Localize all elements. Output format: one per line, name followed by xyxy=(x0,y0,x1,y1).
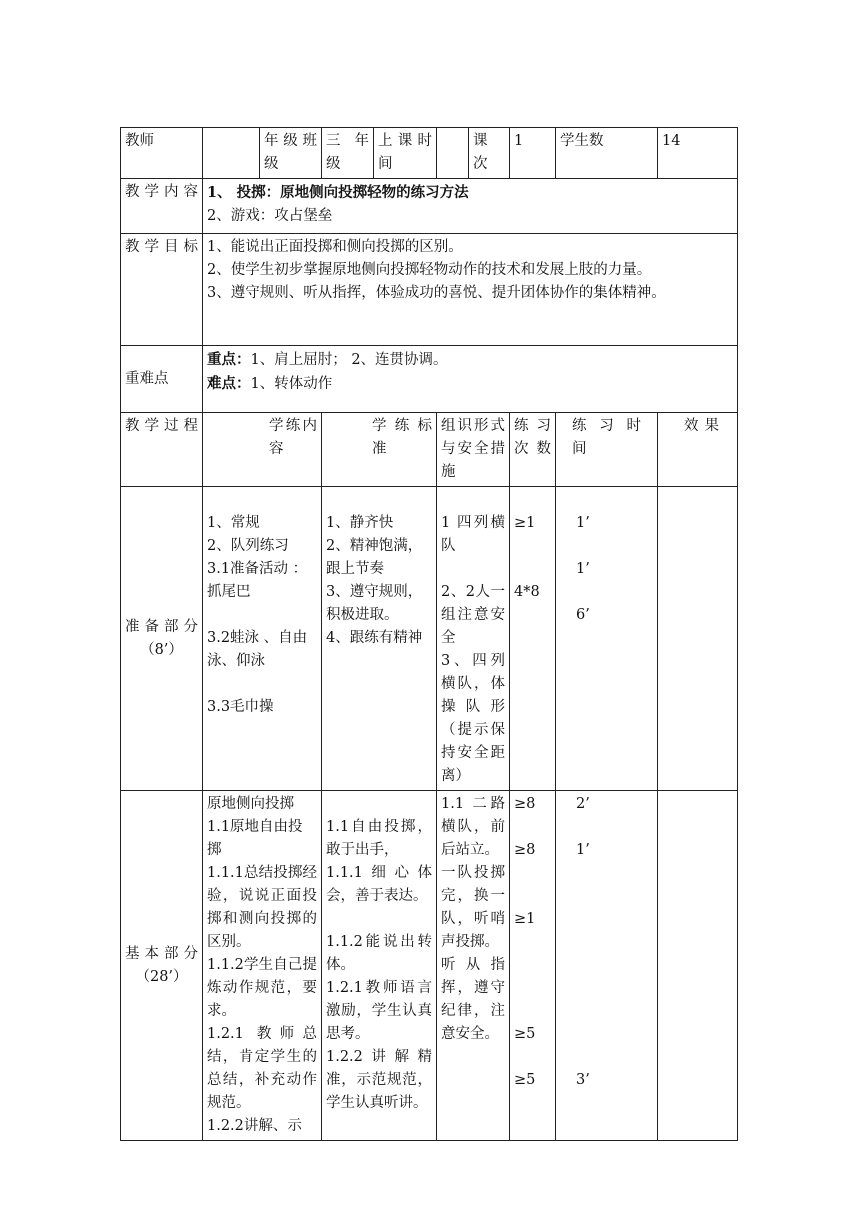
prep-standard-cell xyxy=(322,487,437,791)
basic-content-6: 1.2.2讲解、示 xyxy=(207,1118,302,1134)
basic-time-3: 3’ xyxy=(576,1072,590,1088)
prep-time-1: 1’ xyxy=(576,515,590,531)
prep-org-3: 3、四列横队，体操队形（提示保持安全距离） xyxy=(441,653,505,784)
time-label: 上 课 时间 xyxy=(374,128,437,179)
prep-count-2: 4*8 xyxy=(514,584,540,600)
basic-stage-cell xyxy=(121,791,203,1141)
content-item-2: 2、游戏：攻占堡垒 xyxy=(207,208,333,224)
prep-standard-3: 3、遵守规则，积极进取。 xyxy=(326,584,423,623)
content-row xyxy=(121,179,738,234)
teacher-label: 教师 xyxy=(121,128,203,179)
basic-org-2: 一队投掷完，换一队，听哨声投掷。 xyxy=(441,865,505,950)
goal-item-3: 3、遵守规则、听从指挥，体验成功的喜悦、提升团体协作的集体精神。 xyxy=(207,285,666,301)
prep-duration: （8’） xyxy=(140,641,183,658)
basic-content-4: 1.1.2学生自己提炼动作规范，要求。 xyxy=(207,957,317,1019)
prep-count-cell xyxy=(510,487,556,791)
basic-standard-1: 1.1自由投掷，敢于出手， xyxy=(326,819,432,858)
grade-value: 三 年 级 xyxy=(322,128,374,179)
goals-row xyxy=(121,234,738,346)
prep-content-3: 3.1准备活动 ：抓尾巴 xyxy=(207,561,308,600)
basic-org-3: 听从指挥，遵守纪律，注意安全。 xyxy=(441,957,505,1042)
process-col-count: 练 习 次数 xyxy=(510,413,556,487)
prep-count-1: ≥1 xyxy=(514,515,536,531)
basic-content-cell xyxy=(203,791,322,1141)
prep-content-2: 2、队列练习 xyxy=(207,538,289,554)
process-col-org: 组识形式与安全措施 xyxy=(437,413,510,487)
basic-content-5: 1.2.1 教师总结，肯定学生的总结，补充动作规范。 xyxy=(207,1026,317,1111)
basic-count-cell xyxy=(510,791,556,1141)
key-cell xyxy=(203,346,738,413)
basic-time-2: 1’ xyxy=(576,842,590,858)
process-col-stage: 教 学 过 程 xyxy=(121,413,203,487)
basic-org-1: 1.1 二路横队，前后站立。 xyxy=(441,796,505,858)
basic-count-1: ≥8 xyxy=(514,796,536,812)
prep-standard-2: 2、精神饱满，跟上节奏 xyxy=(326,538,423,577)
basic-standard-3: 1.1.2能说出转体。 xyxy=(326,934,432,973)
basic-row xyxy=(121,791,738,1141)
prep-effect-cell xyxy=(658,487,738,791)
basic-standard-5: 1.2.2讲解精准，示范规范，学生认真听讲。 xyxy=(326,1049,432,1111)
key-label: 重难点 xyxy=(121,346,203,413)
content-item-1: 1、 投掷：原地侧向投掷轻物的练习方法 xyxy=(207,184,469,201)
prep-row xyxy=(121,487,738,791)
process-col-standard: 学 练 标 准 xyxy=(322,413,437,487)
goal-item-2: 2、使学生初步掌握原地侧向投掷轻物动作的技术和发展上肢的力量。 xyxy=(207,262,652,278)
basic-content-2: 1.1原地自由投掷 xyxy=(207,819,303,858)
basic-effect-cell xyxy=(658,791,738,1141)
basic-count-2: ≥8 xyxy=(514,842,536,858)
lesson-label: 课 次 xyxy=(469,128,510,179)
process-header-row xyxy=(121,413,738,487)
process-col-effect: 效 果 xyxy=(658,413,738,487)
basic-time-cell xyxy=(556,791,658,1141)
prep-content-1: 1、常规 xyxy=(207,515,260,531)
basic-standard-cell xyxy=(322,791,437,1141)
prep-org-2: 2、2人一组注意安全 xyxy=(441,584,505,646)
goal-item-1: 1、能说出正面投掷和侧向投掷的区别。 xyxy=(207,239,463,255)
grade-label: 年 级 班级 xyxy=(260,128,322,179)
time-value xyxy=(437,128,469,179)
prep-time-cell xyxy=(556,487,658,791)
basic-count-3: ≥1 xyxy=(514,911,536,927)
basic-duration: （28’） xyxy=(135,968,188,985)
prep-time-3: 6’ xyxy=(576,607,590,623)
prep-label: 准 备 部 分 xyxy=(125,618,198,635)
basic-time-1: 2’ xyxy=(576,796,590,812)
lesson-plan-table xyxy=(120,127,738,1141)
goals-cell xyxy=(203,234,738,346)
process-col-content: 学练内容 xyxy=(203,413,322,487)
prep-content-cell xyxy=(203,487,322,791)
key-point: 重点：1、肩上屈肘； 2、连贯协调。 xyxy=(207,351,448,368)
teacher-value xyxy=(203,128,260,179)
prep-org-1: 1 四列横队 xyxy=(441,515,505,554)
basic-content-3: 1.1.1总结投掷经验，说说正面投掷和测向投掷的区别。 xyxy=(207,865,317,950)
hard-point: 难点：1、转体动作 xyxy=(207,375,333,392)
basic-standard-2: 1.1.1细心体会，善于表达。 xyxy=(326,865,432,904)
basic-org-cell xyxy=(437,791,510,1141)
prep-standard-1: 1、静齐快 xyxy=(326,515,394,531)
key-row xyxy=(121,346,738,413)
basic-count-5: ≥5 xyxy=(514,1072,536,1088)
content-label: 教 学 内 容 xyxy=(121,179,203,234)
prep-stage-cell xyxy=(121,487,203,791)
lesson-value: 1 xyxy=(510,128,556,179)
basic-label: 基 本 部 分 xyxy=(125,945,198,962)
process-col-time: 练 习 时 间 xyxy=(556,413,658,487)
students-value: 14 xyxy=(658,128,738,179)
basic-standard-4: 1.2.1教师语言激励，学生认真思考。 xyxy=(326,980,432,1042)
basic-count-4: ≥5 xyxy=(514,1026,536,1042)
goals-label: 教 学 目 标 xyxy=(121,234,203,346)
prep-content-4: 3.2蛙泳 、自由泳、仰泳 xyxy=(207,630,308,669)
prep-standard-4: 4、跟练有精神 xyxy=(326,630,423,646)
students-label: 学生数 xyxy=(556,128,658,179)
basic-content-1: 原地侧向投掷 xyxy=(207,796,294,812)
content-cell xyxy=(203,179,738,234)
prep-org-cell xyxy=(437,487,510,791)
prep-time-2: 1’ xyxy=(576,561,590,577)
header-row xyxy=(121,128,738,179)
prep-content-5: 3.3毛巾操 xyxy=(207,699,274,715)
